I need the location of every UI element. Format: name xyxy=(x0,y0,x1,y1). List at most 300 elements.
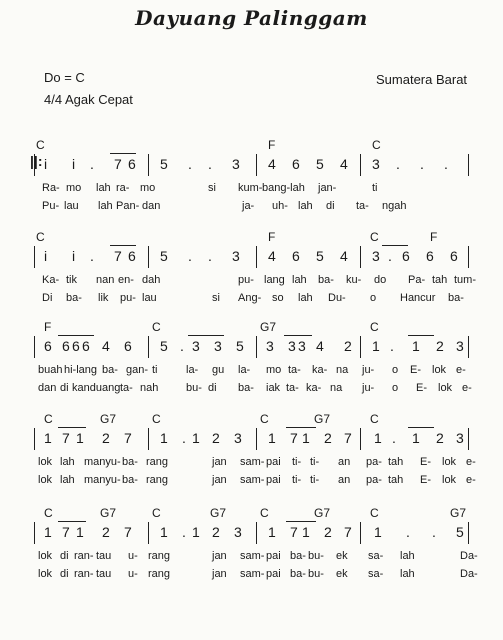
lyric-syllable: pai xyxy=(266,550,281,562)
note: 7 xyxy=(290,430,298,446)
note: 1 xyxy=(412,430,420,446)
note: 6 xyxy=(402,248,410,264)
lyric-syllable: E- xyxy=(420,474,431,486)
chord-row xyxy=(36,230,476,246)
note: 2 xyxy=(436,338,444,354)
note: . xyxy=(182,430,186,446)
lyric-syllable: en- xyxy=(118,274,134,286)
note: . xyxy=(208,156,212,172)
note: 6 xyxy=(62,338,70,354)
lyric-syllable: lah xyxy=(60,474,75,486)
lyric-syllable: e- xyxy=(462,382,472,394)
chord-symbol: C xyxy=(36,230,45,244)
lyric-syllable: lah xyxy=(96,182,111,194)
note: 6 xyxy=(292,248,300,264)
lyric-syllable: na xyxy=(336,364,349,376)
note: 1 xyxy=(76,430,84,446)
lyric-line-2 xyxy=(36,200,476,216)
lyric-syllable: ju- xyxy=(362,364,375,376)
lyric-syllable: nah xyxy=(140,382,159,394)
bar-line xyxy=(360,522,361,544)
note: 4 xyxy=(268,248,276,264)
lyric-syllable: o xyxy=(392,382,399,394)
lyric-syllable: iak xyxy=(266,382,281,394)
bar-line xyxy=(148,428,149,450)
lyric-syllable: kanduang xyxy=(72,382,121,394)
beam xyxy=(110,245,136,246)
note: 3 xyxy=(372,248,380,264)
lyric-syllable: pa- xyxy=(366,456,382,468)
lyric-syllable: di xyxy=(60,550,69,562)
note: . xyxy=(188,156,192,172)
bar-line xyxy=(360,428,361,450)
lyric-syllable: ti- xyxy=(310,456,320,468)
lyric-syllable: ti- xyxy=(292,474,302,486)
lyric-syllable: si xyxy=(212,292,220,304)
lyric-syllable: lok xyxy=(432,364,447,376)
lyric-syllable: E- xyxy=(420,456,431,468)
chord-symbol: C xyxy=(370,320,379,334)
note: . xyxy=(390,338,394,354)
lyric-syllable: di xyxy=(326,200,335,212)
bar-line xyxy=(148,522,149,544)
chord-symbol: C xyxy=(370,412,379,426)
note: 4 xyxy=(102,338,110,354)
note: . xyxy=(392,430,396,446)
lyric-syllable: di xyxy=(60,382,69,394)
note: 1 xyxy=(412,338,420,354)
note: 2 xyxy=(436,430,444,446)
chord-symbol: C xyxy=(44,506,53,520)
note: 1 xyxy=(302,524,310,540)
lyric-syllable: ba- xyxy=(448,292,464,304)
lyric-syllable: la- xyxy=(186,364,199,376)
lyric-syllable: gan- xyxy=(126,364,149,376)
chord-symbol: C xyxy=(260,412,269,426)
bar-line xyxy=(256,428,257,450)
note: 1 xyxy=(44,430,52,446)
lyric-syllable: sa- xyxy=(368,550,384,562)
lyric-syllable: Ang- xyxy=(238,292,262,304)
lyric-syllable: ra- xyxy=(116,182,130,194)
lyric-syllable: buah xyxy=(38,364,63,376)
lyric-syllable: nan xyxy=(96,274,115,286)
note: 7 xyxy=(114,156,122,172)
note: . xyxy=(182,524,186,540)
chord-row xyxy=(36,320,476,336)
lyric-line-2 xyxy=(36,382,476,398)
note: 5 xyxy=(316,248,324,264)
lyric-syllable: bu- xyxy=(186,382,202,394)
lyric-syllable: ba- xyxy=(290,550,306,562)
lyric-syllable: sam- xyxy=(240,456,265,468)
note: 1 xyxy=(160,430,168,446)
note: 1 xyxy=(374,524,382,540)
note: 5 xyxy=(160,248,168,264)
note: 1 xyxy=(372,338,380,354)
bar-line xyxy=(360,336,361,358)
note: i xyxy=(44,248,48,264)
note: 6 xyxy=(128,156,136,172)
lyric-syllable: E- xyxy=(410,364,421,376)
lyric-syllable: ba- xyxy=(66,292,82,304)
chord-symbol: G7 xyxy=(260,320,277,334)
bar-line xyxy=(256,154,257,176)
lyric-syllable: ta- xyxy=(120,382,133,394)
note: 7 xyxy=(290,524,298,540)
note: . xyxy=(90,156,94,172)
note: 1 xyxy=(76,524,84,540)
chord-row xyxy=(36,412,476,428)
chord-symbol: C xyxy=(370,506,379,520)
note: 7 xyxy=(124,430,132,446)
lyric-syllable: hi-lang xyxy=(64,364,98,376)
chord-symbol: C xyxy=(152,412,161,426)
lyric-syllable: mo xyxy=(140,182,156,194)
lyric-line-1 xyxy=(36,182,476,198)
note: . xyxy=(406,524,410,540)
lyric-syllable: lik xyxy=(98,292,109,304)
chord-row xyxy=(36,506,476,522)
note: 3 xyxy=(266,338,274,354)
lyric-line-1 xyxy=(36,274,476,290)
note: 6 xyxy=(124,338,132,354)
lyric-syllable: dan xyxy=(38,382,57,394)
lyric-syllable: dan xyxy=(142,200,161,212)
bar-line xyxy=(256,336,257,358)
lyric-syllable: pu- xyxy=(238,274,254,286)
lyric-syllable: lok xyxy=(38,474,53,486)
lyric-syllable: ku- xyxy=(346,274,362,286)
lyric-syllable: ta- xyxy=(286,382,299,394)
lyric-syllable: lok xyxy=(438,382,453,394)
lyric-syllable: lok xyxy=(38,456,53,468)
lyric-syllable: jan xyxy=(212,550,227,562)
lyric-syllable: lang xyxy=(264,274,285,286)
lyric-syllable: tah xyxy=(388,456,404,468)
note: 3 xyxy=(192,338,200,354)
lyric-syllable: tum- xyxy=(454,274,476,286)
lyric-syllable: lah xyxy=(400,550,415,562)
lyric-syllable: ran- xyxy=(74,550,94,562)
lyric-syllable: pai xyxy=(266,474,281,486)
lyric-syllable: gu xyxy=(212,364,225,376)
lyric-syllable: do xyxy=(374,274,387,286)
lyric-syllable: tau xyxy=(96,568,112,580)
lyric-syllable: an xyxy=(338,456,351,468)
note: 5 xyxy=(236,338,244,354)
chord-symbol: C xyxy=(152,506,161,520)
lyric-syllable: Ka- xyxy=(42,274,60,286)
note: 2 xyxy=(212,524,220,540)
lyric-syllable: di xyxy=(60,568,69,580)
lyric-syllable: kum- xyxy=(238,182,263,194)
note: 3 xyxy=(234,524,242,540)
lyric-syllable: lau xyxy=(64,200,79,212)
lyric-syllable: uh- xyxy=(272,200,288,212)
chord-symbol: G7 xyxy=(100,412,117,426)
note: . xyxy=(396,156,400,172)
lyric-line-2 xyxy=(36,474,476,490)
lyric-syllable: ti xyxy=(152,364,158,376)
lyric-syllable: Pan- xyxy=(116,200,140,212)
lyric-syllable: mo xyxy=(66,182,82,194)
lyric-syllable: Da- xyxy=(460,550,478,562)
lyric-syllable: lah xyxy=(60,456,75,468)
lyric-syllable: ti xyxy=(372,182,378,194)
note: i xyxy=(72,156,76,172)
bar-line xyxy=(360,246,361,268)
lyric-syllable: Du- xyxy=(328,292,346,304)
lyric-syllable: lok xyxy=(442,474,457,486)
lyric-syllable: ti- xyxy=(310,474,320,486)
chord-symbol: G7 xyxy=(100,506,117,520)
note: 4 xyxy=(268,156,276,172)
lyric-syllable: o xyxy=(370,292,377,304)
lyric-syllable: na xyxy=(330,382,343,394)
lyric-syllable: tau xyxy=(96,550,112,562)
note: . xyxy=(444,156,448,172)
note: 1 xyxy=(192,430,200,446)
lyric-syllable: ba- xyxy=(122,456,138,468)
lyric-line-1 xyxy=(36,550,476,566)
chord-symbol: G7 xyxy=(314,412,331,426)
beam xyxy=(284,335,312,336)
chord-symbol: G7 xyxy=(314,506,331,520)
note: . xyxy=(388,248,392,264)
lyric-syllable: pa- xyxy=(366,474,382,486)
chord-symbol: F xyxy=(44,320,52,334)
note: 6 xyxy=(82,338,90,354)
note: 1 xyxy=(374,430,382,446)
lyric-syllable: tik xyxy=(66,274,77,286)
beam xyxy=(188,335,224,336)
note: 1 xyxy=(160,524,168,540)
lyric-syllable: e- xyxy=(466,456,476,468)
beam xyxy=(382,245,408,246)
lyric-syllable: ti- xyxy=(292,456,302,468)
lyric-syllable: pu- xyxy=(120,292,136,304)
chord-row xyxy=(36,138,476,154)
chord-symbol: F xyxy=(430,230,438,244)
note: 6 xyxy=(72,338,80,354)
bar-line xyxy=(256,246,257,268)
lyric-syllable: rang xyxy=(148,550,171,562)
note: 7 xyxy=(62,430,70,446)
lyric-line-2 xyxy=(36,568,476,584)
note: 7 xyxy=(114,248,122,264)
chord-symbol: C xyxy=(260,506,269,520)
chord-symbol: G7 xyxy=(210,506,227,520)
region: Sumatera Barat xyxy=(376,72,468,87)
lyric-syllable: rang xyxy=(146,474,169,486)
note: 3 xyxy=(232,156,240,172)
lyric-syllable: Hancur xyxy=(400,292,436,304)
lyric-syllable: ta- xyxy=(288,364,301,376)
note: 3 xyxy=(372,156,380,172)
lyric-syllable: bu- xyxy=(308,568,324,580)
lyric-syllable: di xyxy=(208,382,217,394)
beam xyxy=(408,335,434,336)
start-bar-line xyxy=(34,336,35,358)
beam xyxy=(286,427,316,428)
lyric-syllable: manyu- xyxy=(84,474,121,486)
note: 5 xyxy=(160,156,168,172)
bar-line xyxy=(468,246,469,268)
lyric-syllable: jan xyxy=(212,456,227,468)
note: 3 xyxy=(288,338,296,354)
lyric-syllable: e- xyxy=(456,364,466,376)
lyric-syllable: rang xyxy=(146,456,169,468)
bar-line xyxy=(468,522,469,544)
note: 7 xyxy=(344,430,352,446)
beam xyxy=(58,521,86,522)
lyric-syllable: Pa- xyxy=(408,274,426,286)
note: 4 xyxy=(340,156,348,172)
start-bar-line xyxy=(34,246,35,268)
lyric-syllable: ja- xyxy=(242,200,255,212)
lyric-syllable: o xyxy=(392,364,399,376)
lyric-syllable: lau xyxy=(142,292,157,304)
chord-symbol: F xyxy=(268,138,276,152)
note: 1 xyxy=(44,524,52,540)
note: 5 xyxy=(160,338,168,354)
note: 5 xyxy=(456,524,464,540)
lyric-syllable: u- xyxy=(128,550,138,562)
bar-line xyxy=(148,154,149,176)
note: 5 xyxy=(316,156,324,172)
lyric-syllable: lah xyxy=(400,568,415,580)
lyric-syllable: lok xyxy=(38,550,53,562)
note: 1 xyxy=(192,524,200,540)
beam xyxy=(110,153,136,154)
note: 1 xyxy=(302,430,310,446)
chord-symbol: C xyxy=(370,230,379,244)
note: . xyxy=(432,524,436,540)
note: 7 xyxy=(62,524,70,540)
lyric-syllable: sam- xyxy=(240,474,265,486)
note: 2 xyxy=(102,524,110,540)
note: i xyxy=(44,156,48,172)
lyric-syllable: dah xyxy=(142,274,161,286)
lyric-syllable: lok xyxy=(38,568,53,580)
lyric-syllable: E- xyxy=(416,382,427,394)
chord-symbol: C xyxy=(36,138,45,152)
lyric-syllable: bang-lah xyxy=(262,182,305,194)
lyric-syllable: ba- xyxy=(122,474,138,486)
lyric-syllable: sam- xyxy=(240,568,265,580)
lyric-syllable: jan- xyxy=(318,182,337,194)
lyric-syllable: lok xyxy=(442,456,457,468)
lyric-syllable: tah xyxy=(388,474,404,486)
lyric-syllable: Di xyxy=(42,292,53,304)
note: 2 xyxy=(324,524,332,540)
lyric-syllable: ek xyxy=(336,550,348,562)
bar-line xyxy=(148,336,149,358)
lyric-syllable: la- xyxy=(238,364,251,376)
note: . xyxy=(90,248,94,264)
lyric-syllable: u- xyxy=(128,568,138,580)
start-bar-line xyxy=(34,522,35,544)
note: . xyxy=(420,156,424,172)
note: 3 xyxy=(232,248,240,264)
lyric-syllable: pai xyxy=(266,568,281,580)
note: 3 xyxy=(298,338,306,354)
lyric-syllable: ka- xyxy=(312,364,328,376)
note: 7 xyxy=(344,524,352,540)
note: 3 xyxy=(456,430,464,446)
lyric-syllable: ba- xyxy=(238,382,254,394)
lyric-syllable: Da- xyxy=(460,568,478,580)
note: i xyxy=(72,248,76,264)
lyric-syllable: lah xyxy=(292,274,307,286)
note: 6 xyxy=(450,248,458,264)
lyric-syllable: ba- xyxy=(102,364,118,376)
lyric-line-1 xyxy=(36,456,476,472)
lyric-syllable: rang xyxy=(148,568,171,580)
lyric-syllable: si xyxy=(208,182,216,194)
note: 1 xyxy=(268,430,276,446)
note: . xyxy=(208,248,212,264)
note: 4 xyxy=(340,248,348,264)
lyric-syllable: lah xyxy=(298,292,313,304)
lyric-syllable: an xyxy=(338,474,351,486)
lyric-syllable: so xyxy=(272,292,284,304)
chord-symbol: C xyxy=(372,138,381,152)
lyric-syllable: lah xyxy=(98,200,113,212)
lyric-syllable: Ra- xyxy=(42,182,60,194)
note: 6 xyxy=(44,338,52,354)
beam xyxy=(408,427,434,428)
song-title: Dayuang Palinggam xyxy=(135,6,368,30)
lyric-syllable: lah xyxy=(298,200,313,212)
lyric-syllable: ba- xyxy=(318,274,334,286)
note: . xyxy=(188,248,192,264)
chord-symbol: F xyxy=(268,230,276,244)
bar-line xyxy=(256,522,257,544)
note: 3 xyxy=(214,338,222,354)
lyric-syllable: ran- xyxy=(74,568,94,580)
lyric-syllable: e- xyxy=(466,474,476,486)
note: 7 xyxy=(124,524,132,540)
lyric-syllable: Pu- xyxy=(42,200,60,212)
lyric-syllable: pai xyxy=(266,456,281,468)
lyric-syllable: ka- xyxy=(306,382,322,394)
note: 2 xyxy=(102,430,110,446)
start-bar-line xyxy=(34,428,35,450)
bar-line xyxy=(468,336,469,358)
note: 1 xyxy=(268,524,276,540)
bar-line xyxy=(468,428,469,450)
lyric-syllable: ek xyxy=(336,568,348,580)
note: 6 xyxy=(292,156,300,172)
bar-line xyxy=(360,154,361,176)
time-and-tempo: 4/4 Agak Cepat xyxy=(44,92,133,107)
note: 3 xyxy=(456,338,464,354)
bar-line xyxy=(468,154,469,176)
note: 6 xyxy=(426,248,434,264)
lyric-syllable: ju- xyxy=(362,382,375,394)
note: 2 xyxy=(344,338,352,354)
chord-symbol: C xyxy=(44,412,53,426)
beam xyxy=(286,521,316,522)
lyric-line-2 xyxy=(36,292,476,308)
beam xyxy=(58,427,86,428)
lyric-syllable: manyu- xyxy=(84,456,121,468)
note: 4 xyxy=(316,338,324,354)
beam xyxy=(58,335,94,336)
lyric-syllable: sam- xyxy=(240,550,265,562)
